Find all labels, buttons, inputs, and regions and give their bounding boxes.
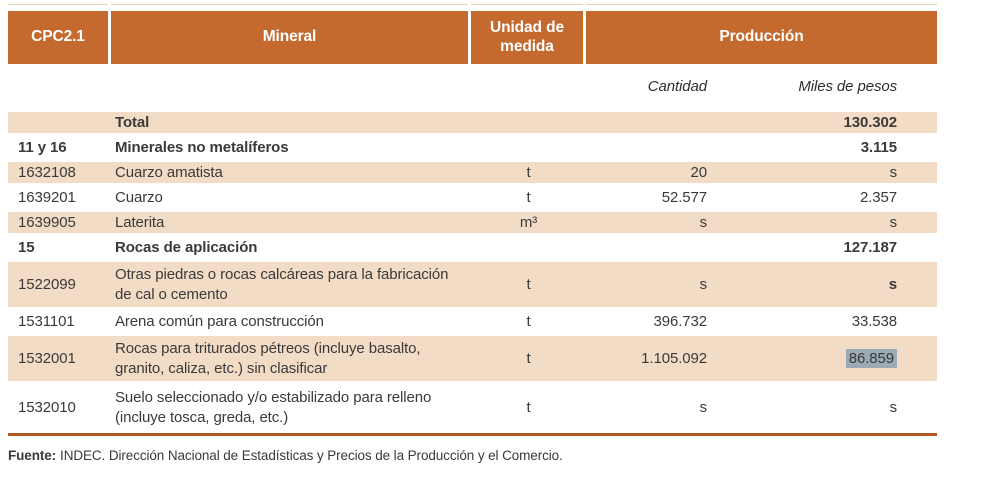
header-cell-unit: Unidad de medida [471, 11, 583, 64]
row-cantidad: s [699, 214, 707, 231]
row-unit: t [526, 276, 531, 293]
table-row [8, 185, 937, 210]
table-row-total [8, 110, 937, 135]
row-cantidad: 20 [690, 164, 707, 181]
table-header [8, 11, 937, 64]
source-note [8, 448, 563, 463]
row-miles [707, 350, 937, 367]
row-mineral: Suelo seleccionado y/o estabilizado para relleno (incluye tosca, greda, etc.) [115, 388, 432, 426]
header-cell-cpc: CPC2.1 [8, 11, 108, 64]
table-row [8, 135, 937, 160]
row-mineral: Cuarzo [115, 188, 163, 206]
row-code: 1522099 [18, 276, 76, 293]
miles-value: 130.302 [843, 114, 897, 131]
row-miles [707, 164, 937, 181]
row-unit: t [526, 350, 531, 367]
row-code: 15 [18, 239, 35, 256]
row-code: 1632108 [18, 164, 76, 181]
row-code: 1639201 [18, 189, 76, 206]
row-miles [707, 313, 937, 330]
row-unit: t [526, 399, 531, 416]
row-miles [707, 189, 937, 206]
table-row [8, 309, 937, 334]
row-cantidad: s [699, 399, 707, 416]
row-code: 1531101 [18, 313, 75, 330]
row-code: 1532010 [18, 399, 76, 416]
row-unit: t [526, 189, 531, 206]
row-mineral: Total [115, 113, 150, 131]
row-unit: t [526, 313, 531, 330]
selected-value-highlight[interactable]: 86.859 [846, 349, 897, 368]
table-row [8, 383, 937, 432]
row-mineral: Rocas de aplicación [115, 238, 258, 256]
table-row-section [8, 235, 937, 260]
row-mineral: Arena común para construcción [115, 312, 324, 330]
top-rule-segment [471, 4, 583, 5]
row-unit: m³ [519, 214, 538, 231]
table-row [8, 210, 937, 235]
row-code: 1532001 [18, 350, 76, 367]
row-mineral: Otras piedras o rocas calcáreas para la fabricación de cal o cemento [115, 265, 449, 303]
miles-value: s [889, 214, 897, 231]
top-rule-segment [586, 4, 937, 5]
row-cantidad: s [699, 276, 707, 293]
miles-value: 127.187 [843, 239, 897, 256]
miles-value: 33.538 [851, 313, 897, 330]
row-miles [707, 276, 937, 293]
subheader-miles-de-pesos: Miles de pesos [798, 78, 897, 95]
row-mineral: Minerales no metalíferos [115, 138, 289, 156]
table-row [8, 334, 937, 383]
header-cell-mineral: Mineral [111, 11, 468, 64]
top-rule-segment [111, 4, 468, 5]
row-mineral: Cuarzo amatista [115, 163, 223, 181]
miles-value: s [889, 399, 897, 416]
top-rule-segment [8, 4, 108, 5]
row-miles [707, 114, 937, 131]
row-cantidad: 1.105.092 [641, 350, 707, 367]
row-miles [707, 214, 937, 231]
table-row [8, 260, 937, 309]
source-label: Fuente: [8, 448, 57, 463]
row-cantidad: 396.732 [653, 313, 707, 330]
miles-value: 2.357 [859, 189, 897, 206]
row-mineral: Laterita [115, 213, 165, 231]
miles-value: s [889, 164, 897, 181]
table-row [8, 160, 937, 185]
miles-value: s [888, 276, 897, 293]
row-cantidad: 52.577 [661, 189, 707, 206]
subheader-cantidad: Cantidad [647, 78, 707, 95]
row-unit: t [526, 164, 531, 181]
miles-value: 3.115 [860, 139, 897, 156]
row-code: 1639905 [18, 214, 76, 231]
source-text: INDEC. Dirección Nacional de Estadísticas y Precios de la Producción y el Comercio. [60, 448, 563, 463]
row-miles [707, 239, 937, 256]
bottom-rule [8, 433, 937, 436]
row-miles [707, 399, 937, 416]
table-body [8, 110, 937, 432]
row-miles [707, 139, 937, 156]
header-cell-produccion: Producción [586, 11, 937, 64]
row-code: 11 y 16 [18, 139, 67, 156]
row-mineral: Rocas para triturados pétreos (incluye basalto, granito, caliza, etc.) sin clasificar [115, 339, 421, 377]
